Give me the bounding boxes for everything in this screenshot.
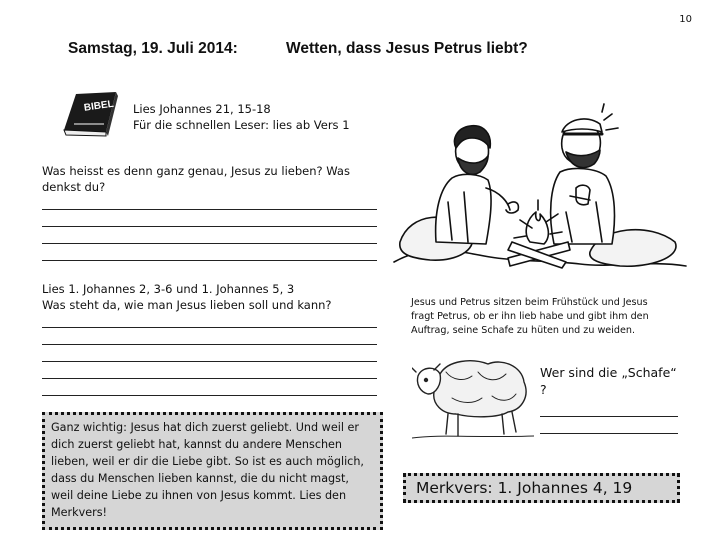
note-line-3: lieben, weil er dir die Liebe gibt. So ist es auch möglich, xyxy=(51,455,364,468)
caption-line-2: fragt Petrus, ob er ihn lieb habe und gibt ihm den xyxy=(411,311,649,322)
important-note-box xyxy=(42,412,383,530)
answer-line[interactable] xyxy=(540,433,678,434)
campfire-illustration xyxy=(390,92,690,288)
reading-instruction xyxy=(133,101,350,133)
question-1-line-2: denkst du? xyxy=(42,180,106,194)
answer-line[interactable] xyxy=(42,344,377,345)
answer-line[interactable] xyxy=(42,243,377,244)
answer-line[interactable] xyxy=(42,378,377,379)
question-2-line-2: Was steht da, wie man Jesus lieben soll und kann? xyxy=(42,298,332,312)
answer-line[interactable] xyxy=(42,226,377,227)
note-line-6: Merkvers! xyxy=(51,506,108,519)
answer-line[interactable] xyxy=(42,395,377,396)
note-line-2: dich zuerst geliebt hat, kannst du andere Menschen xyxy=(51,438,343,451)
bible-label: BIBEL xyxy=(83,98,115,114)
question-2 xyxy=(42,281,332,313)
answer-line[interactable] xyxy=(540,416,678,417)
memory-verse-box: Merkvers: 1. Johannes 4, 19 xyxy=(403,473,680,503)
page-title: Wetten, dass Jesus Petrus liebt? xyxy=(286,40,528,57)
caption-line-1: Jesus und Petrus sitzen beim Frühstück und Jesus xyxy=(411,297,648,308)
caption-line-3: Auftrag, seine Schafe zu hüten und zu weiden. xyxy=(411,325,636,336)
question-1 xyxy=(42,163,350,195)
page-number: 10 xyxy=(679,14,692,25)
date-heading: Samstag, 19. Juli 2014: xyxy=(68,40,238,57)
question-2-line-1: Lies 1. Johannes 2, 3-6 und 1. Johannes 5, 3 xyxy=(42,282,295,296)
note-line-4: dass du Menschen lieben kannst, die du nicht magst, xyxy=(51,472,349,485)
sheep-question-line-1: Wer sind die „Schafe“ xyxy=(540,365,677,380)
note-line-5: weil deine Liebe zu ihnen von Jesus kommt. Lies den xyxy=(51,489,347,502)
sheep-question xyxy=(540,364,690,398)
reading-line-1: Lies Johannes 21, 15-18 xyxy=(133,102,271,116)
question-1-line-1: Was heisst es denn ganz genau, Jesus zu lieben? Was xyxy=(42,164,350,178)
illustration-caption xyxy=(411,296,681,338)
reading-line-2: Für die schnellen Leser: lies ab Vers 1 xyxy=(133,118,350,132)
sheep-question-line-2: ? xyxy=(540,382,547,397)
sheep-illustration xyxy=(412,352,534,440)
answer-line[interactable] xyxy=(42,361,377,362)
answer-line[interactable] xyxy=(42,327,377,328)
answer-line[interactable] xyxy=(42,260,377,261)
bible-book-icon xyxy=(60,86,120,140)
answer-line[interactable] xyxy=(42,209,377,210)
note-line-1: Ganz wichtig: Jesus hat dich zuerst geliebt. Und weil er xyxy=(51,421,359,434)
